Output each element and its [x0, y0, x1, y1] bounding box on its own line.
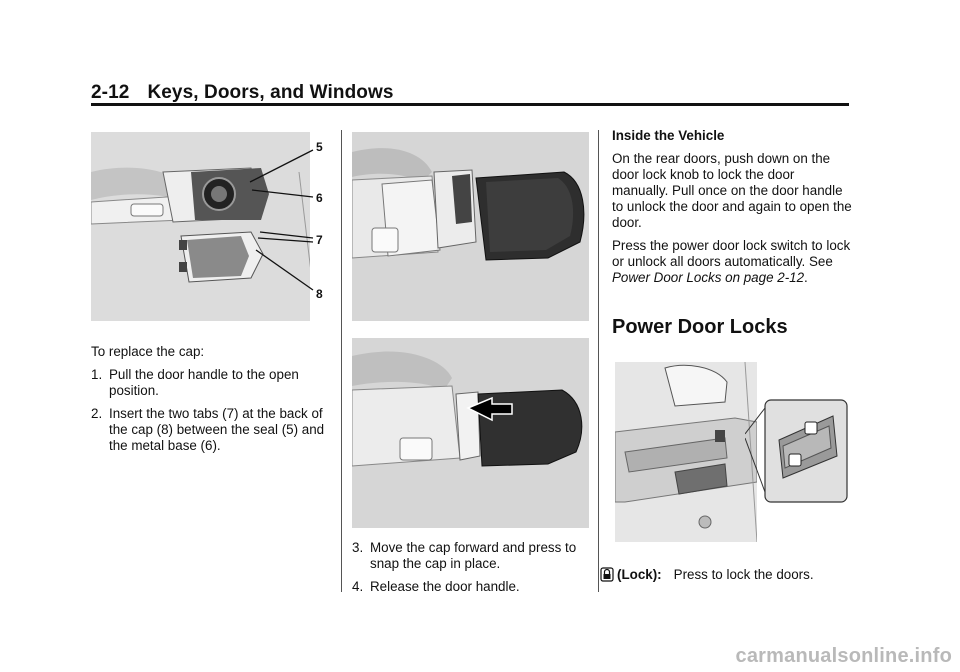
step-number: 2.: [91, 406, 103, 421]
page-number: 2-12: [91, 82, 130, 103]
page-header: [91, 82, 849, 104]
callout-5: 5: [316, 140, 323, 154]
figure-cap-fitting: [352, 132, 589, 321]
column-divider-left: [341, 130, 342, 592]
step-number: 3.: [352, 540, 364, 555]
subheading-inside-vehicle: Inside the Vehicle: [612, 128, 725, 143]
column-divider-right: [598, 130, 599, 592]
header-rule: [91, 103, 849, 106]
intro-text: To replace the cap:: [91, 344, 205, 359]
callout-8: 8: [316, 287, 323, 301]
figure-door-lock-switch: [615, 362, 757, 542]
paragraph-rear-doors: On the rear doors, push down on the door lock knob to lock the door manually. Pull once on the door handle to unlock the door and again to open the door.: [612, 151, 852, 230]
chapter-title: Keys, Doors, and Windows: [147, 82, 394, 103]
paragraph-power-lock: Press the power door lock switch to lock or unlock all doors automatically. See Power Door Locks on page 2-12.: [612, 238, 851, 285]
lock-caption: [600, 567, 814, 582]
step-text: Move the cap forward and press to snap the cap in place.: [370, 540, 577, 571]
step-item: [91, 367, 331, 399]
page-title: [91, 82, 849, 104]
step-item: [91, 406, 331, 454]
step-number: 4.: [352, 579, 364, 594]
figure-cap-in-place: [352, 338, 589, 528]
step-text: Release the door handle.: [370, 579, 520, 594]
step-number: 1.: [91, 367, 103, 382]
cross-reference-link[interactable]: Power Door Locks on page 2-12: [612, 270, 805, 285]
step-text: Pull the door handle to the open position.: [109, 367, 299, 398]
lock-description: Press to lock the doors.: [673, 567, 814, 582]
lock-label: (Lock):: [617, 567, 662, 582]
section-title-power-door-locks: Power Door Locks: [612, 316, 788, 338]
left-column-text: [91, 344, 331, 461]
lock-switch-inset: [745, 398, 849, 504]
step-item: [352, 540, 590, 572]
middle-column-text: [352, 540, 590, 602]
watermark: carmanualsonline.info: [735, 645, 952, 667]
right-column-text: [612, 128, 852, 293]
step-text: Insert the two tabs (7) at the back of the cap (8) between the seal (5) and the metal base (6).: [109, 406, 325, 453]
callout-6: 6: [316, 191, 323, 205]
lock-icon: [600, 567, 614, 582]
callout-7: 7: [316, 233, 323, 247]
step-item: [352, 579, 590, 595]
callout-leaders: [240, 140, 330, 310]
